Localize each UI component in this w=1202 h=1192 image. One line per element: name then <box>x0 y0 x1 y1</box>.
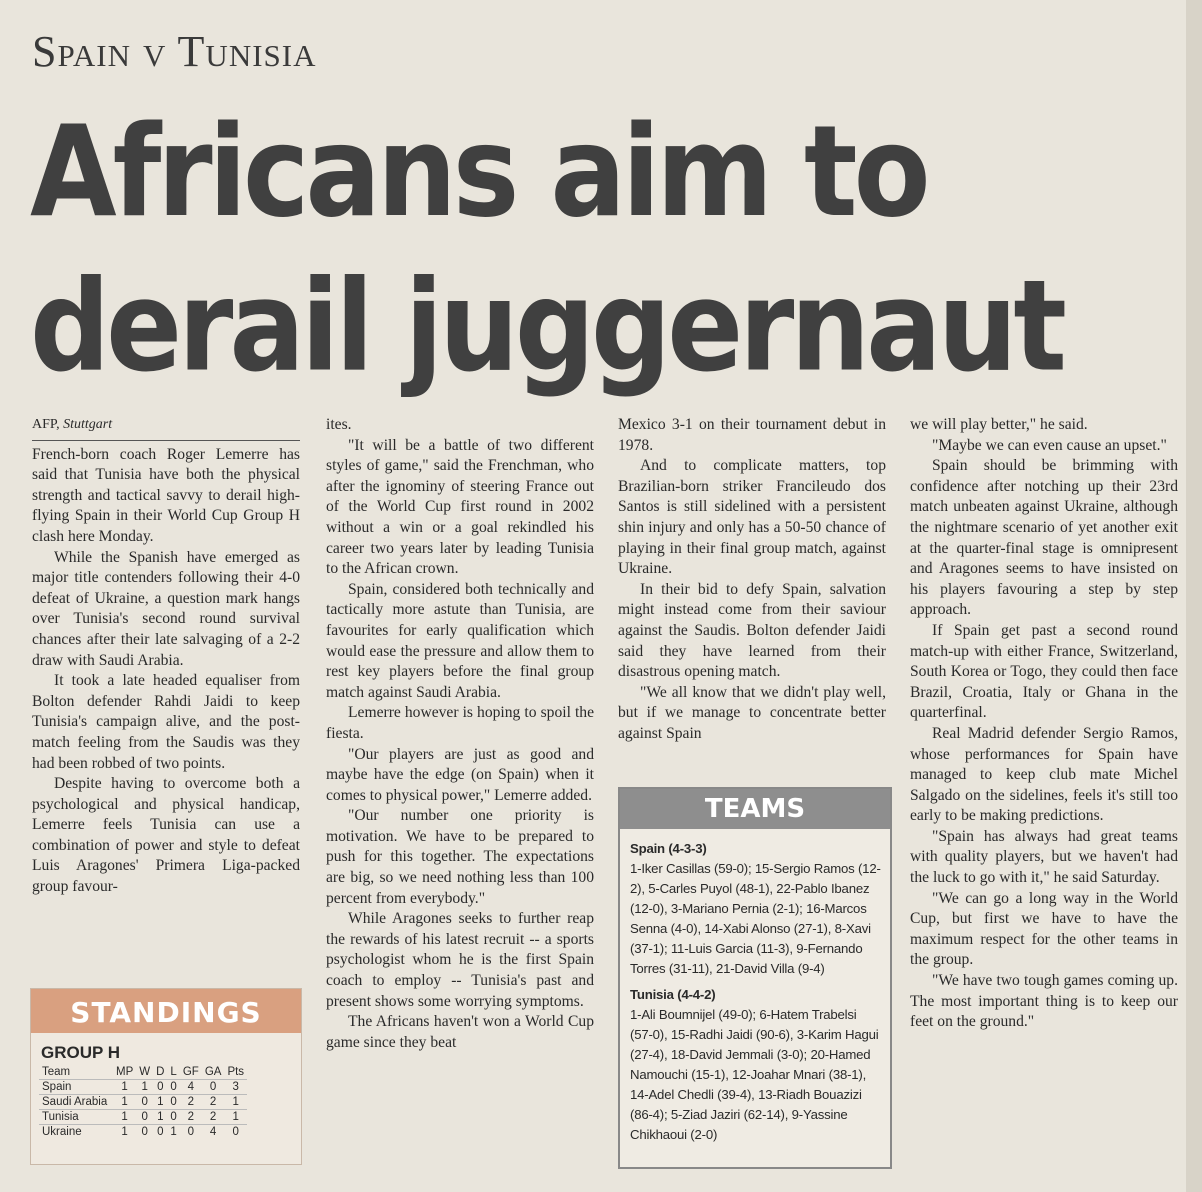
paragraph: Mexico 3-1 on their tournament debut in 1978. <box>618 416 886 454</box>
cell: 2 <box>180 1110 202 1125</box>
standings-title: STANDINGS <box>31 989 301 1033</box>
paragraph: "We all know that we didn't play well, but if we manage to concentrate better against Spain <box>618 683 886 742</box>
paragraph: "We have two tough games coming up. The most important thing is to keep our feet on the ground." <box>910 972 1178 1031</box>
table-row <box>39 1080 247 1095</box>
spain-formation: Spain (4-3-3) <box>630 841 707 856</box>
cell: 4 <box>180 1080 202 1095</box>
cell: 0 <box>202 1080 225 1095</box>
cell: 0 <box>180 1125 202 1140</box>
teams-title: TEAMS <box>620 789 890 829</box>
paragraph: And to complicate matters, top Brazilian-born striker Francileudo dos Santos is still sidelined with a persistent shin injury and only has a 50-50 chance of playing in their final group match, against Ukraine. <box>618 457 886 578</box>
spain-lineup: 1-Iker Casillas (59-0); 15-Sergio Ramos (12-2), 5-Carles Puyol (48-1), 22-Pablo Ibanez (12-0), 3-Mariano Pernia (2-1); 16-Marcos Senna (4-0), 14-Xabi Alonso (27-1), 8-Xavi (37-1); 11-Luis Garcia (11-3), 9-Fernando Torres (31-11), 21-David Villa (9-4) <box>630 861 881 976</box>
cell: 2 <box>202 1110 225 1125</box>
cell: 0 <box>136 1110 153 1125</box>
paragraph: French-born coach Roger Lemerre has said that Tunisia have both the physical strength and tactical savvy to derail high-flying Spain in their World Cup Group H clash here Monday. <box>32 445 300 545</box>
paragraph: "It will be a battle of two different styles of game," said the Frenchman, who after the ignominy of steering France out of the World Cup first round in 2002 without a win or a goal rekindled his career two years later by leading Tunisia to the African crown. <box>326 436 594 578</box>
col-ga: GA <box>204 1066 222 1078</box>
standings-table <box>39 1065 247 1139</box>
paragraph: In their bid to defy Spain, salvation might instead come from their saviour against the Saudis. Bolton defender Jaidi said they have learned from their disastrous opening match. <box>618 580 886 681</box>
paragraph: "Our number one priority is motivation. We have to be prepared to push for this together. The expectations are big, so we need nothing less than 100 percent from everybody." <box>326 807 594 907</box>
table-row <box>39 1125 247 1140</box>
article-column-2 <box>326 415 594 1053</box>
col-mp: MP <box>116 1066 134 1078</box>
paragraph: ites. <box>326 416 352 433</box>
col-team: Team <box>42 1066 71 1078</box>
cell: 0 <box>167 1110 179 1125</box>
col-w: W <box>139 1066 151 1078</box>
cell: 1 <box>153 1110 167 1125</box>
paragraph: Spain should be brimming with confidence after notching up their 23rd match unbeaten against Ukraine, although the nightmare scenario of yet another exit at the quarter-final stage is omnipresent and Aragones seems to have insisted on his players favouring a step by step approach. <box>910 457 1178 619</box>
cell: 0 <box>136 1095 153 1110</box>
paragraph: Real Madrid defender Sergio Ramos, whose performances for Spain have managed to keep club mate Michel Salgado on the sidelines, feels it's still too early to be making predictions. <box>910 724 1178 825</box>
cell: 0 <box>167 1080 179 1095</box>
cell: Saudi Arabia <box>39 1095 113 1110</box>
paragraph: Lemerre however is hoping to spoil the fiesta. <box>326 704 594 742</box>
cell: 2 <box>180 1095 202 1110</box>
section-kicker: Spain v Tunisia <box>32 27 317 76</box>
group-label: GROUP H <box>41 1043 121 1062</box>
cell: 1 <box>113 1080 136 1095</box>
cell: 1 <box>113 1125 136 1140</box>
cell: Spain <box>39 1080 113 1095</box>
cell: Ukraine <box>39 1125 113 1140</box>
cell: 0 <box>136 1125 153 1140</box>
paragraph: The Africans haven't won a World Cup game since they beat <box>326 1013 594 1051</box>
cell: 2 <box>202 1095 225 1110</box>
table-header <box>39 1065 247 1080</box>
paragraph: It took a late headed equaliser from Bolton defender Rahdi Jaidi to keep Tunisia's campaign alive, and the post-match feeling from the Saudis was they had been robbed of two points. <box>32 672 300 772</box>
cell: 1 <box>153 1095 167 1110</box>
col-gf: GF <box>182 1066 199 1078</box>
article-column-3 <box>618 415 886 745</box>
byline-agency: AFP, <box>32 417 60 432</box>
paragraph: "We can go a long way in the World Cup, but first we have to have the maximum respect for the other teams in the group. <box>910 889 1178 969</box>
paragraph: While the Spanish have emerged as major title contenders following their 4-0 defeat of Ukraine, a question mark hangs over Tunisia's second round survival chances after their late salvaging of a 2-2 draw with Saudi Arabia. <box>32 548 300 669</box>
paragraph: Despite having to overcome both a psychological and physical handicap, Lemerre feels Tunisia can use a combination of power and style to defeat Luis Aragones' Primera Liga-packed group favour- <box>32 775 300 896</box>
cell: 1 <box>224 1110 247 1125</box>
tunisia-lineup: 1-Ali Boumnijel (49-0); 6-Hatem Trabelsi (57-0), 15-Radhi Jaidi (90-6), 3-Karim Hagui (27-4), 18-David Jemmali (3-0); 20-Hamed Namouchi (15-1), 12-Joahar Mnari (38-1), 14-Adel Chedli (39-4), 13-Riadh Bouazizi (86-4); 5-Ziad Jaziri (62-14), 9-Yassine Chikhaoui (2-0) <box>630 1007 879 1142</box>
paragraph: "Spain has always had great teams with quality players, but we haven't had the luck to go with it," he said Saturday. <box>910 827 1178 887</box>
cell: 1 <box>136 1080 153 1095</box>
paragraph: If Spain get past a second round match-up with either France, Switzerland, South Korea or Togo, they could then face Brazil, Croatia, Italy or Ghana in the quarterfinal. <box>910 621 1178 722</box>
article-column-1 <box>32 415 300 898</box>
page-edge-strip <box>1186 0 1202 1192</box>
cell: Tunisia <box>39 1110 113 1125</box>
paragraph: we will play better," he said. <box>910 416 1088 433</box>
cell: 0 <box>224 1125 247 1140</box>
table-row <box>39 1095 247 1110</box>
paragraph: Spain, considered both technically and tactically more astute than Tunisia, are favourites for early qualification which would ease the pressure and allow them to rest key players before the final group match against Saudi Arabia. <box>326 580 594 701</box>
byline <box>32 415 300 441</box>
cell: 0 <box>153 1080 167 1095</box>
byline-place: Stuttgart <box>63 417 113 432</box>
cell: 1 <box>113 1095 136 1110</box>
paragraph: While Aragones seeks to further reap the rewards of his latest recruit -- a sports psychologist whom he is the first Spain coach to employ -- Tunisia's past and present shows some worrying symptoms. <box>326 910 594 1010</box>
paragraph: "Our players are just as good and maybe have the edge (on Spain) when it comes to physical power," Lemerre added. <box>326 745 594 804</box>
col-pts: Pts <box>227 1066 245 1078</box>
cell: 1 <box>113 1110 136 1125</box>
cell: 4 <box>202 1125 225 1140</box>
cell: 1 <box>167 1125 179 1140</box>
cell: 0 <box>167 1095 179 1110</box>
cell: 3 <box>224 1080 247 1095</box>
teams-box <box>618 787 892 1169</box>
standings-box <box>30 988 302 1165</box>
article-column-4 <box>910 415 1178 1033</box>
table-row <box>39 1110 247 1125</box>
paragraph: "Maybe we can even cause an upset." <box>932 436 1167 454</box>
col-l: L <box>170 1066 177 1078</box>
cell: 1 <box>224 1095 247 1110</box>
tunisia-formation: Tunisia (4-4-2) <box>630 987 716 1002</box>
teams-body <box>620 829 890 1145</box>
cell: 0 <box>153 1125 167 1140</box>
col-d: D <box>156 1066 165 1078</box>
headline: Africans aim to derail juggernaut <box>30 99 1063 400</box>
